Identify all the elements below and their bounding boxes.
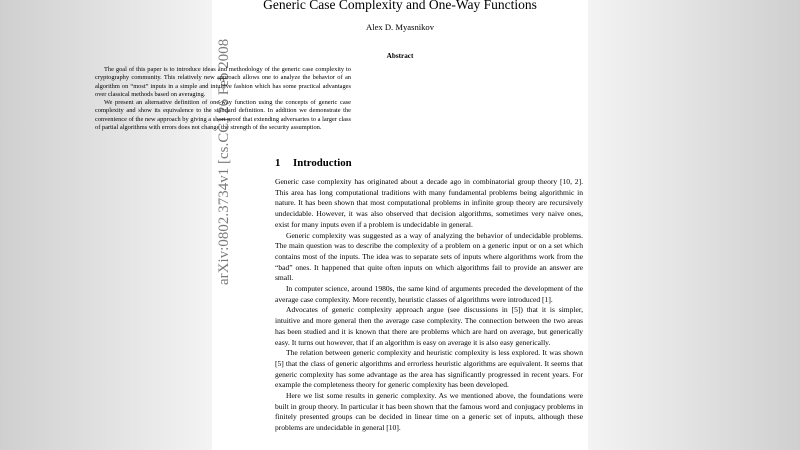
body-paragraph: Advocates of generic complexity approach argue (see discussions in [5]) that it is simpler, intuitive and more general then the average case complexity. The connection between the two areas has been studied and it is known that there are problems which are hard on average, but generically easy. It turns out however, that if an algorithm is easy on average it is also easy generically. xyxy=(275,305,583,347)
body-paragraph: Generic complexity was suggested as a way of analyzing the behavior of undecidable problems. The main question was to describe the complexity of a problem on a generic input or on a set which contains most of the inputs. The idea was to separate sets of inputs where algorithms work from the “bad” ones. It happened that quite often inputs on which algorithms fail to provide an answer are small. xyxy=(275,230,583,283)
section-number: 1 xyxy=(275,157,281,169)
abstract-paragraph: The goal of this paper is to introduce ideas and methodology of the generic case complexity to cryptography community. This relatively new approach allows one to analyze the behavior of an algorithm on “most” inputs in a simple and intuitive fashion which has some practical advantages over classical methods based on averaging. xyxy=(95,66,351,98)
paper-author: Alex D. Myasnikov xyxy=(365,22,435,32)
body-paragraph: Here we list some results in generic complexity. As we mentioned above, the foundations were built in group theory. In particular it has been shown that the famous word and conjugacy problems in finitely presented groups can be decided in linear time on a generic set of inputs, although these problems are undecidable in general [10]. xyxy=(275,391,583,433)
section-heading xyxy=(275,157,352,169)
section-title: Introduction xyxy=(293,157,352,169)
abstract-paragraph: We present an alternative definition of one-way function using the concepts of generic case complexity and show its equivalence to the standard definition. In addition we demonstrate the convenience of the new approach by giving a short proof that extending adversaries to a larger class of partial algorithms with errors does not change the strength of the security assumption. xyxy=(95,99,351,132)
arxiv-identifier-stamp: arXiv:0802.3734v1 [cs.CC] 26 Feb 2008 xyxy=(216,38,232,285)
body-paragraph: The relation between generic complexity and heuristic complexity is less explored. It was shown [5] that the class of generic algorithms and errorless heuristic algorithms are equivalent. It seems that generic complexity has some advantage as the area has significantly progressed in recent years. For example the completeness theory for generic complexity has been developed. xyxy=(275,348,583,390)
abstract-text xyxy=(95,66,351,132)
abstract-heading: Abstract xyxy=(386,52,414,60)
body-paragraph: Generic case complexity has originated about a decade ago in combinatorial group theory [10, 2]. This area has long computational traditions with many fundamental problems being algorithmic in nature. It has been shown that most computational problems in infinite group theory are recursively undecidable. However, it was also observed that decision algorithms, sometimes very naive ones, exist for many inputs even if a problem is undecidable in general. xyxy=(275,177,583,229)
paper-title: Generic Case Complexity and One-Way Functions xyxy=(263,0,537,12)
body-paragraph: In computer science, around 1980s, the same kind of arguments preceded the development of the average case complexity. More recently, heuristic classes of algorithms were introduced [1]. xyxy=(275,284,583,304)
section-body xyxy=(275,177,583,434)
